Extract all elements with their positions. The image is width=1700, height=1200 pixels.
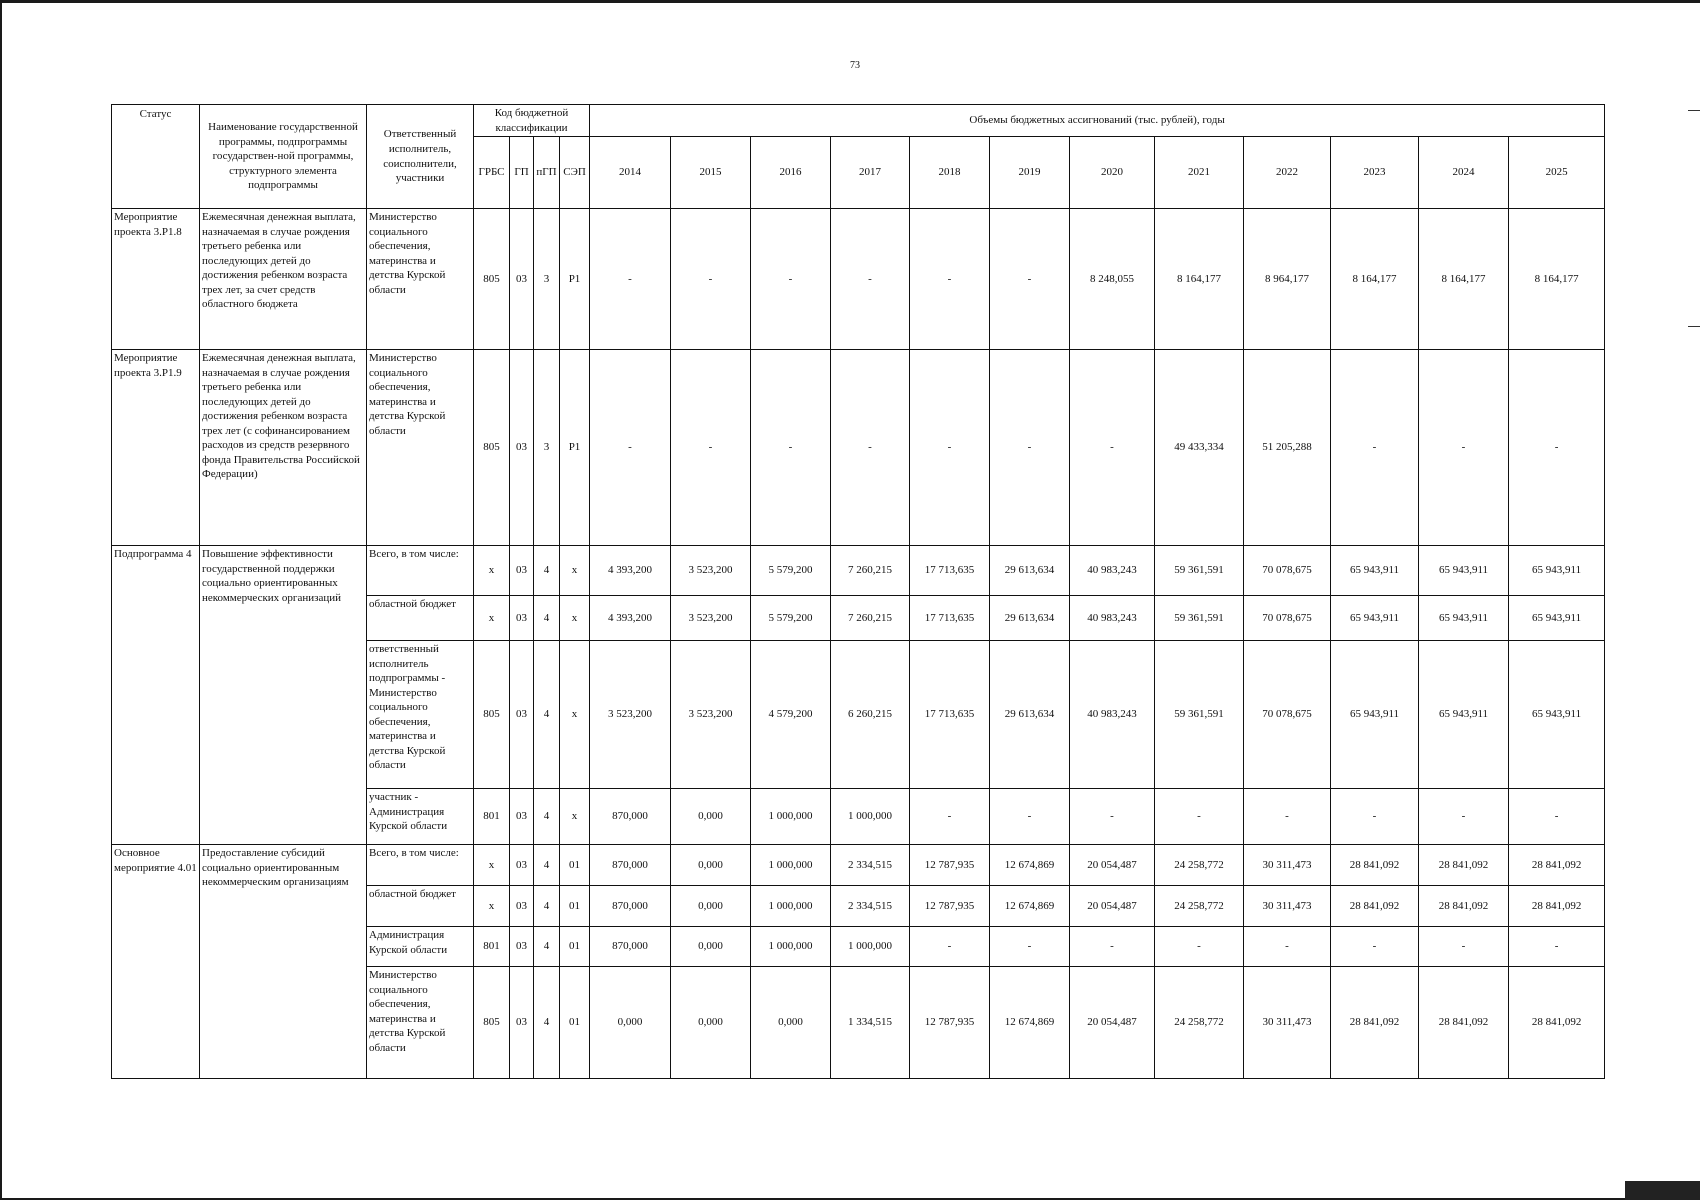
allocation-value-cell: - bbox=[1331, 789, 1419, 845]
header-budget-code: Код бюджетной классификации bbox=[474, 105, 590, 137]
responsible-cell: участник - Администрация Курской области bbox=[367, 789, 474, 845]
allocation-value-cell: 870,000 bbox=[590, 845, 671, 886]
header-name: Наименование государственной программы, подпрограммы государствен-ной программы, структурного элемента подпрограммы bbox=[200, 105, 367, 209]
allocation-value-cell: - bbox=[910, 209, 990, 350]
allocation-value-cell: - bbox=[671, 209, 751, 350]
program-name-cell: Ежемесячная денежная выплата, назначаемая в случае рождения третьего ребенка или последующих детей до достижения ребенком возраста трех лет (с софинансированием расходов из средств резервного фонда Правительства Российской Федерации) bbox=[200, 350, 367, 546]
allocation-value-cell: 1 334,515 bbox=[831, 967, 910, 1079]
budget-code-cell: 801 bbox=[474, 927, 510, 967]
budget-code-cell: Р1 bbox=[560, 350, 590, 546]
budget-code-cell: 805 bbox=[474, 967, 510, 1079]
budget-allocation-table bbox=[111, 104, 1605, 1079]
allocation-value-cell: - bbox=[1155, 789, 1244, 845]
allocation-value-cell: 24 258,772 bbox=[1155, 845, 1244, 886]
allocation-value-cell: - bbox=[590, 350, 671, 546]
allocation-value-cell: 51 205,288 bbox=[1244, 350, 1331, 546]
allocation-value-cell: 17 713,635 bbox=[910, 641, 990, 789]
allocation-value-cell: - bbox=[1155, 927, 1244, 967]
allocation-value-cell: - bbox=[910, 789, 990, 845]
allocation-value-cell: 28 841,092 bbox=[1419, 886, 1509, 927]
status-cell: Мероприятие проекта 3.Р1.8 bbox=[112, 209, 200, 350]
status-cell: Основное мероприятие 4.01 bbox=[112, 845, 200, 1079]
header-year: 2024 bbox=[1419, 137, 1509, 209]
allocation-value-cell: - bbox=[831, 350, 910, 546]
allocation-value-cell: 12 674,869 bbox=[990, 967, 1070, 1079]
allocation-value-cell: 7 260,215 bbox=[831, 596, 910, 641]
allocation-value-cell: 70 078,675 bbox=[1244, 546, 1331, 596]
allocation-value-cell: - bbox=[990, 927, 1070, 967]
scan-edge-tick bbox=[1688, 326, 1700, 327]
table-row bbox=[112, 209, 1605, 350]
allocation-value-cell: 0,000 bbox=[671, 845, 751, 886]
responsible-cell: областной бюджет bbox=[367, 886, 474, 927]
header-year: 2019 bbox=[990, 137, 1070, 209]
table-row bbox=[112, 350, 1605, 546]
budget-code-cell: х bbox=[560, 596, 590, 641]
status-cell: Мероприятие проекта 3.Р1.9 bbox=[112, 350, 200, 546]
allocation-value-cell: 12 787,935 bbox=[910, 845, 990, 886]
allocation-value-cell: 20 054,487 bbox=[1070, 845, 1155, 886]
header-code-col: ГРБС bbox=[474, 137, 510, 209]
allocation-value-cell: - bbox=[1070, 789, 1155, 845]
table-row bbox=[112, 546, 1605, 596]
header-code-col: пГП bbox=[534, 137, 560, 209]
allocation-value-cell: 70 078,675 bbox=[1244, 596, 1331, 641]
allocation-value-cell: 8 248,055 bbox=[1070, 209, 1155, 350]
allocation-value-cell: 12 674,869 bbox=[990, 845, 1070, 886]
allocation-value-cell: 1 000,000 bbox=[751, 845, 831, 886]
header-year: 2016 bbox=[751, 137, 831, 209]
budget-code-cell: 3 bbox=[534, 350, 560, 546]
allocation-value-cell: - bbox=[590, 209, 671, 350]
allocation-value-cell: 65 943,911 bbox=[1509, 641, 1605, 789]
allocation-value-cell: 0,000 bbox=[671, 967, 751, 1079]
budget-code-cell: 4 bbox=[534, 596, 560, 641]
allocation-value-cell: - bbox=[1244, 789, 1331, 845]
allocation-value-cell: - bbox=[1509, 927, 1605, 967]
budget-code-cell: 805 bbox=[474, 350, 510, 546]
budget-code-cell: 01 bbox=[560, 967, 590, 1079]
table-row bbox=[112, 845, 1605, 886]
allocation-value-cell: 12 674,869 bbox=[990, 886, 1070, 927]
allocation-value-cell: 4 579,200 bbox=[751, 641, 831, 789]
allocation-value-cell: 2 334,515 bbox=[831, 845, 910, 886]
allocation-value-cell: - bbox=[751, 209, 831, 350]
budget-code-cell: 03 bbox=[510, 546, 534, 596]
responsible-cell: Министерство социального обеспечения, материнства и детства Курской области bbox=[367, 350, 474, 546]
budget-code-cell: х bbox=[560, 641, 590, 789]
allocation-value-cell: - bbox=[990, 209, 1070, 350]
allocation-value-cell: 3 523,200 bbox=[590, 641, 671, 789]
allocation-value-cell: 29 613,634 bbox=[990, 596, 1070, 641]
allocation-value-cell: - bbox=[1070, 350, 1155, 546]
allocation-value-cell: 40 983,243 bbox=[1070, 641, 1155, 789]
allocation-value-cell: 870,000 bbox=[590, 927, 671, 967]
allocation-value-cell: 1 000,000 bbox=[831, 927, 910, 967]
budget-code-cell: х bbox=[474, 845, 510, 886]
budget-code-cell: 4 bbox=[534, 927, 560, 967]
allocation-value-cell: 870,000 bbox=[590, 789, 671, 845]
budget-code-cell: 4 bbox=[534, 967, 560, 1079]
responsible-cell: Всего, в том числе: bbox=[367, 845, 474, 886]
allocation-value-cell: 4 393,200 bbox=[590, 596, 671, 641]
header-year: 2020 bbox=[1070, 137, 1155, 209]
budget-code-cell: 03 bbox=[510, 845, 534, 886]
budget-code-cell: Р1 bbox=[560, 209, 590, 350]
allocation-value-cell: 30 311,473 bbox=[1244, 967, 1331, 1079]
allocation-value-cell: 28 841,092 bbox=[1509, 845, 1605, 886]
allocation-value-cell: 28 841,092 bbox=[1509, 967, 1605, 1079]
allocation-value-cell: - bbox=[1509, 789, 1605, 845]
budget-code-cell: х bbox=[474, 886, 510, 927]
allocation-value-cell: 6 260,215 bbox=[831, 641, 910, 789]
allocation-value-cell: 17 713,635 bbox=[910, 546, 990, 596]
allocation-value-cell: - bbox=[1419, 350, 1509, 546]
allocation-value-cell: - bbox=[910, 350, 990, 546]
allocation-value-cell: 1 000,000 bbox=[751, 886, 831, 927]
responsible-cell: Всего, в том числе: bbox=[367, 546, 474, 596]
allocation-value-cell: 65 943,911 bbox=[1331, 641, 1419, 789]
allocation-value-cell: 28 841,092 bbox=[1419, 845, 1509, 886]
allocation-value-cell: 28 841,092 bbox=[1331, 886, 1419, 927]
budget-code-cell: 3 bbox=[534, 209, 560, 350]
allocation-value-cell: 17 713,635 bbox=[910, 596, 990, 641]
allocation-value-cell: - bbox=[910, 927, 990, 967]
budget-code-cell: 01 bbox=[560, 845, 590, 886]
allocation-value-cell: 40 983,243 bbox=[1070, 596, 1155, 641]
allocation-value-cell: 0,000 bbox=[671, 886, 751, 927]
allocation-value-cell: 30 311,473 bbox=[1244, 886, 1331, 927]
allocation-value-cell: 1 000,000 bbox=[751, 927, 831, 967]
scan-edge-tick bbox=[1688, 110, 1700, 111]
header-year: 2014 bbox=[590, 137, 671, 209]
allocation-value-cell: 65 943,911 bbox=[1419, 596, 1509, 641]
allocation-value-cell: 65 943,911 bbox=[1509, 546, 1605, 596]
budget-code-cell: 03 bbox=[510, 967, 534, 1079]
header-responsible: Ответственный исполнитель, соисполнители, участники bbox=[367, 105, 474, 209]
budget-code-cell: х bbox=[560, 789, 590, 845]
budget-code-cell: 4 bbox=[534, 845, 560, 886]
header-year: 2015 bbox=[671, 137, 751, 209]
allocation-value-cell: 59 361,591 bbox=[1155, 641, 1244, 789]
allocation-value-cell: - bbox=[1419, 927, 1509, 967]
budget-code-cell: 01 bbox=[560, 886, 590, 927]
allocation-value-cell: 65 943,911 bbox=[1419, 546, 1509, 596]
allocation-value-cell: 8 164,177 bbox=[1155, 209, 1244, 350]
budget-code-cell: х bbox=[474, 596, 510, 641]
allocation-value-cell: - bbox=[1070, 927, 1155, 967]
allocation-value-cell: 1 000,000 bbox=[831, 789, 910, 845]
allocation-value-cell: 8 164,177 bbox=[1419, 209, 1509, 350]
allocation-value-cell: 28 841,092 bbox=[1331, 967, 1419, 1079]
allocation-value-cell: - bbox=[1419, 789, 1509, 845]
header-year: 2021 bbox=[1155, 137, 1244, 209]
allocation-value-cell: 24 258,772 bbox=[1155, 886, 1244, 927]
header-status: Статус bbox=[112, 105, 200, 209]
allocation-value-cell: - bbox=[990, 789, 1070, 845]
program-name-cell: Повышение эффективности государственной поддержки социально ориентированных некоммерческих организаций bbox=[200, 546, 367, 845]
allocation-value-cell: 24 258,772 bbox=[1155, 967, 1244, 1079]
allocation-value-cell: 28 841,092 bbox=[1509, 886, 1605, 927]
budget-code-cell: 03 bbox=[510, 789, 534, 845]
allocation-value-cell: - bbox=[831, 209, 910, 350]
allocation-value-cell: 3 523,200 bbox=[671, 546, 751, 596]
budget-code-cell: 4 bbox=[534, 886, 560, 927]
allocation-value-cell: 20 054,487 bbox=[1070, 886, 1155, 927]
budget-code-cell: 4 bbox=[534, 546, 560, 596]
allocation-value-cell: - bbox=[1244, 927, 1331, 967]
allocation-value-cell: 29 613,634 bbox=[990, 641, 1070, 789]
responsible-cell: Министерство социального обеспечения, материнства и детства Курской области bbox=[367, 967, 474, 1079]
budget-code-cell: х bbox=[560, 546, 590, 596]
budget-code-cell: 805 bbox=[474, 641, 510, 789]
scan-edge-top bbox=[0, 0, 1700, 3]
budget-code-cell: 03 bbox=[510, 886, 534, 927]
allocation-value-cell: 870,000 bbox=[590, 886, 671, 927]
allocation-value-cell: 3 523,200 bbox=[671, 596, 751, 641]
budget-code-cell: 03 bbox=[510, 641, 534, 789]
budget-code-cell: 805 bbox=[474, 209, 510, 350]
budget-code-cell: 03 bbox=[510, 209, 534, 350]
budget-code-cell: 801 bbox=[474, 789, 510, 845]
allocation-value-cell: 2 334,515 bbox=[831, 886, 910, 927]
allocation-value-cell: 20 054,487 bbox=[1070, 967, 1155, 1079]
allocation-value-cell: 28 841,092 bbox=[1331, 845, 1419, 886]
allocation-value-cell: 8 964,177 bbox=[1244, 209, 1331, 350]
allocation-value-cell: 49 433,334 bbox=[1155, 350, 1244, 546]
allocation-value-cell: - bbox=[990, 350, 1070, 546]
allocation-value-cell: 0,000 bbox=[751, 967, 831, 1079]
allocation-value-cell: 29 613,634 bbox=[990, 546, 1070, 596]
budget-code-cell: 4 bbox=[534, 789, 560, 845]
allocation-value-cell: - bbox=[1509, 350, 1605, 546]
allocation-value-cell: 40 983,243 bbox=[1070, 546, 1155, 596]
header-year: 2022 bbox=[1244, 137, 1331, 209]
allocation-value-cell: 0,000 bbox=[590, 967, 671, 1079]
program-name-cell: Ежемесячная денежная выплата, назначаемая в случае рождения третьего ребенка или последующих детей до достижения ребенком возраста трех лет, за счет средств областного бюджета bbox=[200, 209, 367, 350]
program-name-cell: Предоставление субсидий социально ориентированным некоммерческим организациям bbox=[200, 845, 367, 1079]
budget-code-cell: 03 bbox=[510, 596, 534, 641]
responsible-cell: областной бюджет bbox=[367, 596, 474, 641]
allocation-value-cell: - bbox=[1331, 350, 1419, 546]
status-cell: Подпрограмма 4 bbox=[112, 546, 200, 845]
allocation-value-cell: 4 393,200 bbox=[590, 546, 671, 596]
allocation-value-cell: 70 078,675 bbox=[1244, 641, 1331, 789]
header-code-col: ГП bbox=[510, 137, 534, 209]
allocation-value-cell: 65 943,911 bbox=[1419, 641, 1509, 789]
header-year: 2018 bbox=[910, 137, 990, 209]
header-year: 2017 bbox=[831, 137, 910, 209]
allocation-value-cell: 65 943,911 bbox=[1509, 596, 1605, 641]
allocation-value-cell: 28 841,092 bbox=[1419, 967, 1509, 1079]
allocation-value-cell: 7 260,215 bbox=[831, 546, 910, 596]
responsible-cell: Администрация Курской области bbox=[367, 927, 474, 967]
scan-edge-bottom-right bbox=[1625, 1181, 1700, 1200]
allocation-value-cell: 5 579,200 bbox=[751, 546, 831, 596]
allocation-value-cell: 30 311,473 bbox=[1244, 845, 1331, 886]
allocation-value-cell: 0,000 bbox=[671, 927, 751, 967]
header-year: 2025 bbox=[1509, 137, 1605, 209]
allocation-value-cell: - bbox=[671, 350, 751, 546]
allocation-value-cell: 5 579,200 bbox=[751, 596, 831, 641]
responsible-cell: Министерство социального обеспечения, материнства и детства Курской области bbox=[367, 209, 474, 350]
budget-code-cell: 03 bbox=[510, 927, 534, 967]
allocation-value-cell: 59 361,591 bbox=[1155, 596, 1244, 641]
allocation-value-cell: 65 943,911 bbox=[1331, 546, 1419, 596]
allocation-value-cell: 3 523,200 bbox=[671, 641, 751, 789]
budget-code-cell: х bbox=[474, 546, 510, 596]
header-volumes: Объемы бюджетных ассигнований (тыс. рублей), годы bbox=[590, 105, 1605, 137]
header-year: 2023 bbox=[1331, 137, 1419, 209]
page-number: 73 bbox=[850, 60, 860, 71]
allocation-value-cell: 8 164,177 bbox=[1331, 209, 1419, 350]
allocation-value-cell: 12 787,935 bbox=[910, 967, 990, 1079]
allocation-value-cell: 0,000 bbox=[671, 789, 751, 845]
budget-code-cell: 01 bbox=[560, 927, 590, 967]
header-code-col: СЭП bbox=[560, 137, 590, 209]
allocation-value-cell: 1 000,000 bbox=[751, 789, 831, 845]
allocation-value-cell: 59 361,591 bbox=[1155, 546, 1244, 596]
allocation-value-cell: 8 164,177 bbox=[1509, 209, 1605, 350]
allocation-value-cell: - bbox=[1331, 927, 1419, 967]
budget-code-cell: 03 bbox=[510, 350, 534, 546]
allocation-value-cell: - bbox=[751, 350, 831, 546]
allocation-value-cell: 12 787,935 bbox=[910, 886, 990, 927]
allocation-value-cell: 65 943,911 bbox=[1331, 596, 1419, 641]
budget-code-cell: 4 bbox=[534, 641, 560, 789]
responsible-cell: ответственный исполнитель подпрограммы - Министерство социального обеспечения, материнства и детства Курской области bbox=[367, 641, 474, 789]
scan-edge-left bbox=[0, 0, 2, 1200]
